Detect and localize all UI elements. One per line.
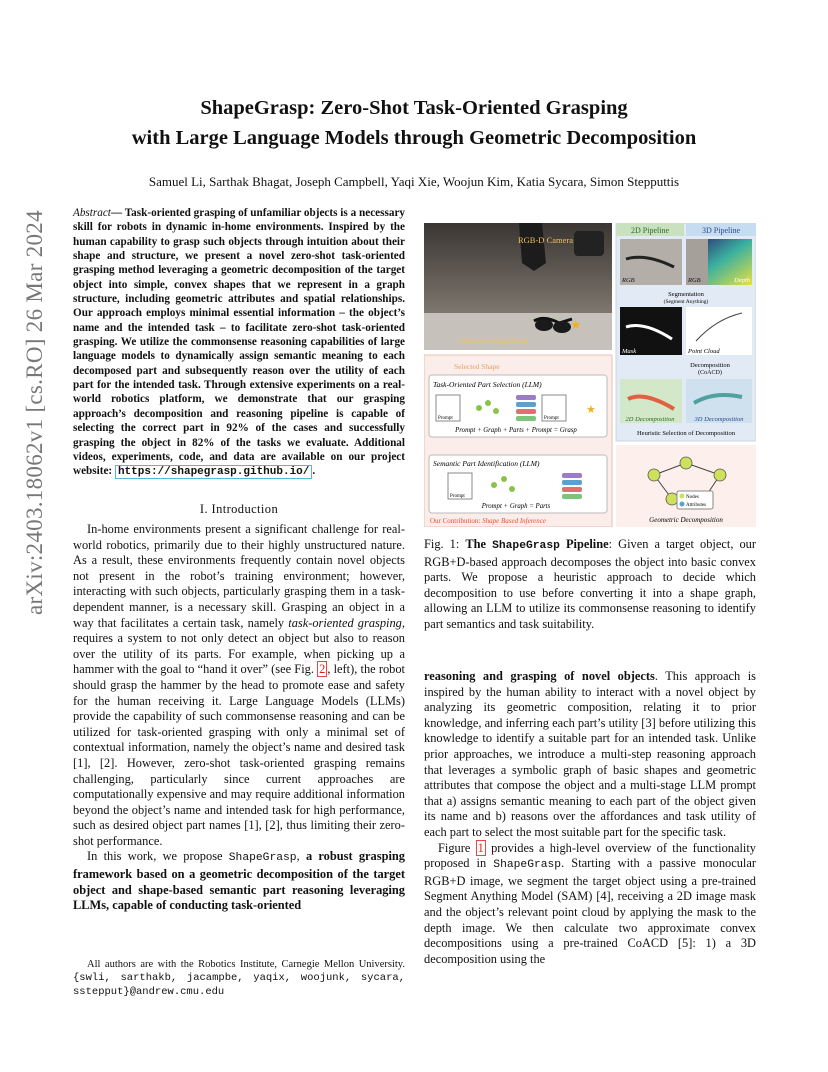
- abstract-label: Abstract: [73, 207, 111, 219]
- selected-shape-label: Selected Shape: [454, 362, 500, 371]
- rgb-label-2: RGB: [688, 277, 701, 284]
- footnote-text: All authors are with the Robotics Institute, Carnegie Mellon University.: [87, 959, 405, 970]
- col2-p1: . This approach is inspired by the human ability to interact with a novel object by analyzing its geometric composition, relating it to prior knowledge, and inferring each part’s utility [3] before utilizing this knowledge to identify a suitable part for an intended task. Unlike prior approaches, we introduce a multi-step reasoning approach that leverages a symbolic graph of basic shapes and geometric attributes that compose the object and a multi-stage LLM prompt that a) assigns semantic meaning to each part of the object given its name and b) reasons over the affordances and task utility of each part to select the most suitable part for the specific task.: [424, 669, 756, 839]
- title-line-2: with Large Language Models through Geometric Decomposition: [131, 127, 697, 149]
- shapegrasp-name-2: ShapeGrasp: [493, 859, 562, 872]
- col2-bold: reasoning and grasping of novel objects: [424, 669, 655, 683]
- prompt-box-1: Prompt: [438, 416, 453, 421]
- col2-paragraph-2: Figure 1 provides a high-level overview of the functionality proposed in ShapeGrasp. Starting with a passive monocular RGB+D image, we segment the target object using a pre-trained Segment Anything Model (SAM) [4], receiving a 2D image mask and the object’s relevant point cloud by applying the mask to the depth image. We then calculate two approximate convex decompositions using a pre-trained CoACD [5]: 1) a 3D decomposition using the: [424, 840, 756, 966]
- segmentation-label: Segmentation: [668, 291, 704, 298]
- col2-paragraph-1: [424, 669, 756, 841]
- right-column: [424, 669, 756, 967]
- pipeline-3d-label: 3D Pipeline: [702, 226, 740, 235]
- intro-column: [73, 522, 405, 914]
- svg-text:★: ★: [570, 317, 582, 332]
- decomposition-label: Decomposition: [690, 362, 730, 369]
- author-list: Samuel Li, Sarthak Bhagat, Joseph Campbell, Yaqi Xie, Woojun Kim, Katia Sycara, Simon Stepputtis: [148, 174, 680, 189]
- intro-p1c: , left), the robot should grasp the hammer by the head to promote ease and safety for the human receiving it. Large Language Models (LLMs) provide the capability of such commonsense reasoning and can be utilized for task-oriented grasping with only a minimal set of contextual information, namely the object’s name and desired task [1], [2]. However, zero-shot task-oriented grasping remains challenging, particularly since current approaches are computationally expensive and may require additional information beyond the object’s name and intended task for high performance, such as desired object part names [1], [2], thus limiting their zero-shot performance.: [73, 662, 405, 848]
- segment-anything-label: (Segment Anything): [663, 299, 709, 305]
- arxiv-stamp: arXiv:2403.18062v1 [cs.RO] 26 Mar 2024: [22, 210, 47, 615]
- svg-text:★: ★: [586, 404, 596, 416]
- heuristic-label: Heuristic Selection of Decomposition: [636, 430, 736, 437]
- shapegrasp-name: ShapeGrasp: [228, 852, 297, 865]
- caption-label: Fig. 1:: [424, 537, 466, 551]
- intro-p2-bold: a robust grasping framework based on a geometric decomposition of the target object and shape-based semantic part reasoning leveraging LLMs, capable of conducting task-oriented: [73, 849, 405, 913]
- footnote-emails: {swli, sarthakb, jacampbe, yaqix, woojunk, sycara, sstepput}@andrew.cmu.edu: [73, 972, 405, 998]
- legend-nodes: Nodes: [686, 495, 699, 500]
- intro-p1b: , requires a system to not only detect an object but also to reason over the utility of its parts. For example, when picking up a hammer with the goal to “hand it over” (see Fig.: [73, 615, 405, 677]
- inferred-grasp-label: Inferred Grasp Point: [458, 335, 528, 345]
- caption-title: The ShapeGrasp Pipeline: [465, 537, 609, 552]
- title-line-1: ShapeGrasp: Zero-Shot Task-Oriented Grasping: [200, 97, 628, 119]
- task-equation: Prompt + Graph + Parts + Prompt = Grasp: [455, 427, 577, 434]
- depth-label: Depth: [734, 277, 750, 284]
- decomp-3d-label: 3D Decomposition: [694, 416, 744, 423]
- contribution-label: Our Contribution: Shape Based Inference: [430, 517, 547, 525]
- mask-label: Mask: [622, 348, 637, 355]
- footnote: [73, 958, 405, 999]
- semantic-equation: Prompt + Graph = Parts: [481, 503, 551, 510]
- figure-1: [424, 223, 756, 527]
- intro-p1-emphasis: task-oriented grasping: [288, 615, 402, 630]
- figure-ref-link[interactable]: 2: [319, 662, 326, 677]
- paper-title: [0, 93, 828, 153]
- prompt-box-2: Prompt: [544, 416, 559, 421]
- point-cloud-label: Point Cloud: [688, 348, 720, 355]
- project-url-link[interactable]: https://shapegrasp.github.io/: [115, 465, 312, 479]
- abstract-text: — Task-oriented grasping of unfamiliar objects is a necessary skill for robots in dynamic in-home environments. Inspired by the human capability to grasp such objects through intuition about their shape and structure, we present a novel zero-shot task-oriented grasping method leveraging a geometric decomposition of the target object into simple, convex shapes that we represent in a graph structure, including geometric attributes and spatial relationships. Our approach employs minimal essential information – the object’s name and the intended task – to facilitate zero-shot task-oriented grasping. We utilize the commonsense reasoning capabilities of large language models to dynamically assign semantic meaning to each decomposed part and subsequently reason over the utility of each part for the intended task. Through extensive experiments on a real-world robotics platform, we demonstrate that our grasping approach’s decomposition and reasoning pipeline is capable of selecting the correct part in 92% of the cases and successfully grasping the object in 82% of the tasks we evaluate. Additional videos, experiments, code, and data are available on our project website:: [73, 207, 405, 478]
- intro-paragraph-2: [73, 849, 405, 913]
- prompt-box-3: Prompt: [450, 494, 465, 499]
- legend-attributes: Attributes: [686, 503, 706, 508]
- abstract-end: .: [312, 465, 316, 478]
- rgb-label: RGB: [622, 277, 635, 284]
- intro-p1a: In-home environments present a significant challenge for real-world robotics, primarily due to their highly unstructured nature. As a result, these environments frequently contain novel objects not present in the robot’s training environment; however, interacting with such objects, particularly grasping them in a task-dependent manner, is a necessary skill. Grasping an object in a way that facilitates a certain task, namely: [73, 522, 405, 630]
- task-part-selection-label: Task-Oriented Part Selection (LLM): [433, 380, 542, 389]
- abstract: [73, 206, 405, 480]
- intro-paragraph-1: [73, 522, 405, 849]
- section-heading: I. Introduction: [199, 502, 279, 516]
- pipeline-2d-label: 2D Pipeline: [631, 226, 669, 235]
- intro-p2a: In this work, we propose: [87, 849, 229, 864]
- semantic-part-label: Semantic Part Identification (LLM): [433, 459, 540, 468]
- coacd-label: (CoACD): [698, 370, 722, 376]
- figure-caption: [424, 537, 756, 633]
- caption-text: : Given a target object, our RGB+D-based approach decomposes the object into basic convex parts. We propose a heuristic approach to decide which decomposition to use before converting it into a shape graph, allowing an LLM to utilize its commonsense reasoning to identify part semantics and task suitability.: [424, 537, 756, 631]
- decomp-2d-label: 2D Decomposition: [625, 416, 675, 423]
- intro-p2b: ,: [296, 849, 306, 864]
- rgbd-camera-label: RGB-D Camera: [518, 235, 574, 245]
- figure-1-ref-link[interactable]: 1: [477, 840, 484, 855]
- geometric-decomp-label: Geometric Decomposition: [649, 516, 723, 524]
